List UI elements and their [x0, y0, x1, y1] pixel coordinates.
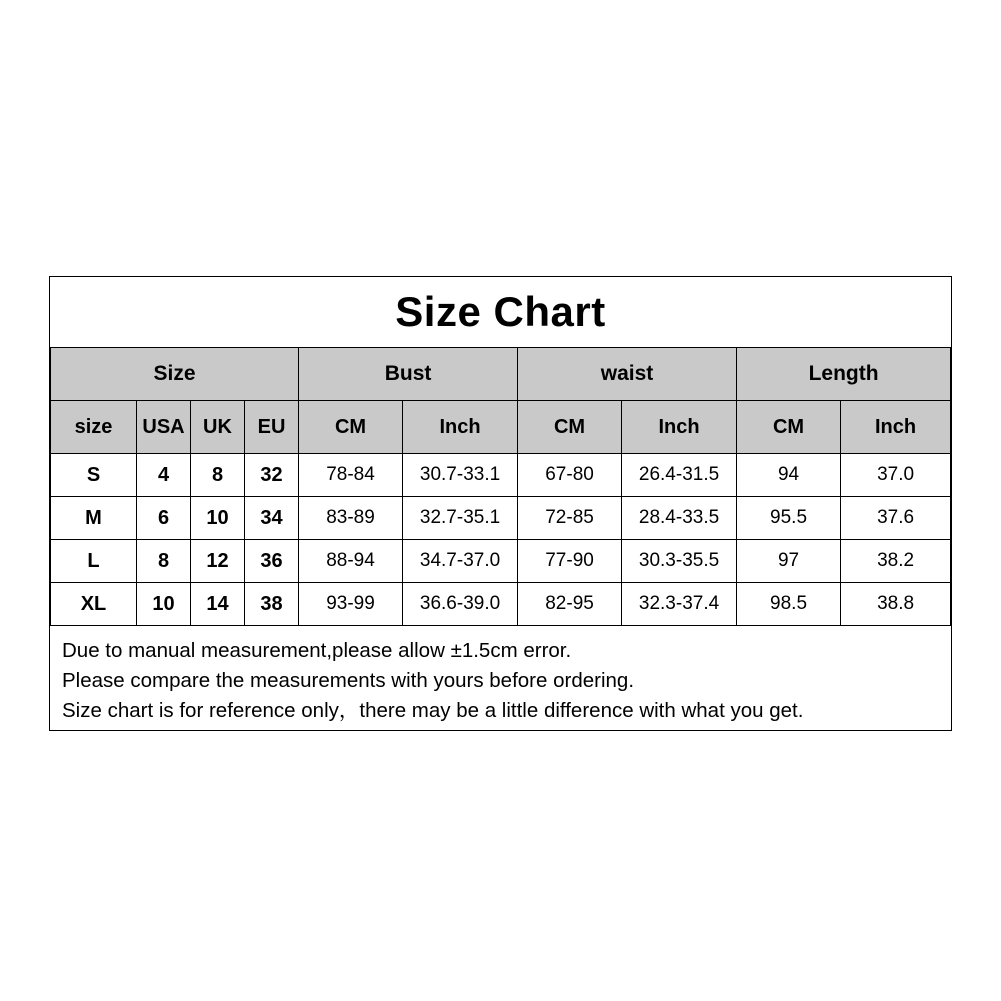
table-row: [51, 540, 951, 583]
table-row: [51, 497, 951, 540]
column-header-usa: USA: [137, 401, 191, 454]
cell-usa: 8: [137, 540, 191, 583]
cell-waist-cm: 82-95: [518, 583, 622, 626]
table-row: [51, 583, 951, 626]
cell-waist-cm: 67-80: [518, 454, 622, 497]
cell-eu: 34: [245, 497, 299, 540]
cell-waist-inch: 32.3-37.4: [622, 583, 737, 626]
size-chart-card: [49, 276, 952, 731]
notes-section: [50, 626, 951, 726]
cell-bust-cm: 93-99: [299, 583, 403, 626]
cell-length-cm: 97: [737, 540, 841, 583]
cell-waist-inch: 30.3-35.5: [622, 540, 737, 583]
table-group-header-row: [51, 348, 951, 401]
column-header-bust-inch: Inch: [403, 401, 518, 454]
cell-length-inch: 37.0: [841, 454, 951, 497]
cell-length-cm: 95.5: [737, 497, 841, 540]
cell-usa: 10: [137, 583, 191, 626]
cell-waist-cm: 72-85: [518, 497, 622, 540]
table-row: [51, 454, 951, 497]
cell-length-inch: 38.8: [841, 583, 951, 626]
cell-length-cm: 94: [737, 454, 841, 497]
column-header-uk: UK: [191, 401, 245, 454]
cell-length-inch: 37.6: [841, 497, 951, 540]
note-line-1: Due to manual measurement,please allow ±1.5cm error.: [62, 639, 572, 662]
cell-bust-cm: 78-84: [299, 454, 403, 497]
group-header-waist: waist: [518, 348, 737, 401]
cell-bust-inch: 32.7-35.1: [403, 497, 518, 540]
column-header-length-cm: CM: [737, 401, 841, 454]
group-header-size: Size: [51, 348, 299, 401]
cell-length-cm: 98.5: [737, 583, 841, 626]
cell-size: XL: [51, 583, 137, 626]
column-header-length-inch: Inch: [841, 401, 951, 454]
cell-eu: 32: [245, 454, 299, 497]
cell-bust-inch: 36.6-39.0: [403, 583, 518, 626]
cell-eu: 38: [245, 583, 299, 626]
cell-eu: 36: [245, 540, 299, 583]
column-header-waist-cm: CM: [518, 401, 622, 454]
cell-bust-inch: 34.7-37.0: [403, 540, 518, 583]
cell-uk: 8: [191, 454, 245, 497]
column-header-bust-cm: CM: [299, 401, 403, 454]
cell-waist-inch: 26.4-31.5: [622, 454, 737, 497]
cell-usa: 6: [137, 497, 191, 540]
cell-bust-cm: 88-94: [299, 540, 403, 583]
table-column-header-row: [51, 401, 951, 454]
group-header-length: Length: [737, 348, 951, 401]
column-header-eu: EU: [245, 401, 299, 454]
cell-uk: 14: [191, 583, 245, 626]
cell-size: M: [51, 497, 137, 540]
cell-size: L: [51, 540, 137, 583]
cell-bust-cm: 83-89: [299, 497, 403, 540]
cell-usa: 4: [137, 454, 191, 497]
cell-length-inch: 38.2: [841, 540, 951, 583]
cell-uk: 10: [191, 497, 245, 540]
cell-uk: 12: [191, 540, 245, 583]
note-line-2: Please compare the measurements with yours before ordering.: [62, 669, 635, 692]
cell-waist-inch: 28.4-33.5: [622, 497, 737, 540]
column-header-waist-inch: Inch: [622, 401, 737, 454]
page-title: Size Chart: [395, 288, 606, 335]
cell-bust-inch: 30.7-33.1: [403, 454, 518, 497]
note-line-3: Size chart is for reference only，there may be a little difference with what you get.: [62, 699, 804, 722]
cell-waist-cm: 77-90: [518, 540, 622, 583]
size-chart-table: [50, 347, 951, 626]
column-header-size: size: [51, 401, 137, 454]
cell-size: S: [51, 454, 137, 497]
group-header-bust: Bust: [299, 348, 518, 401]
